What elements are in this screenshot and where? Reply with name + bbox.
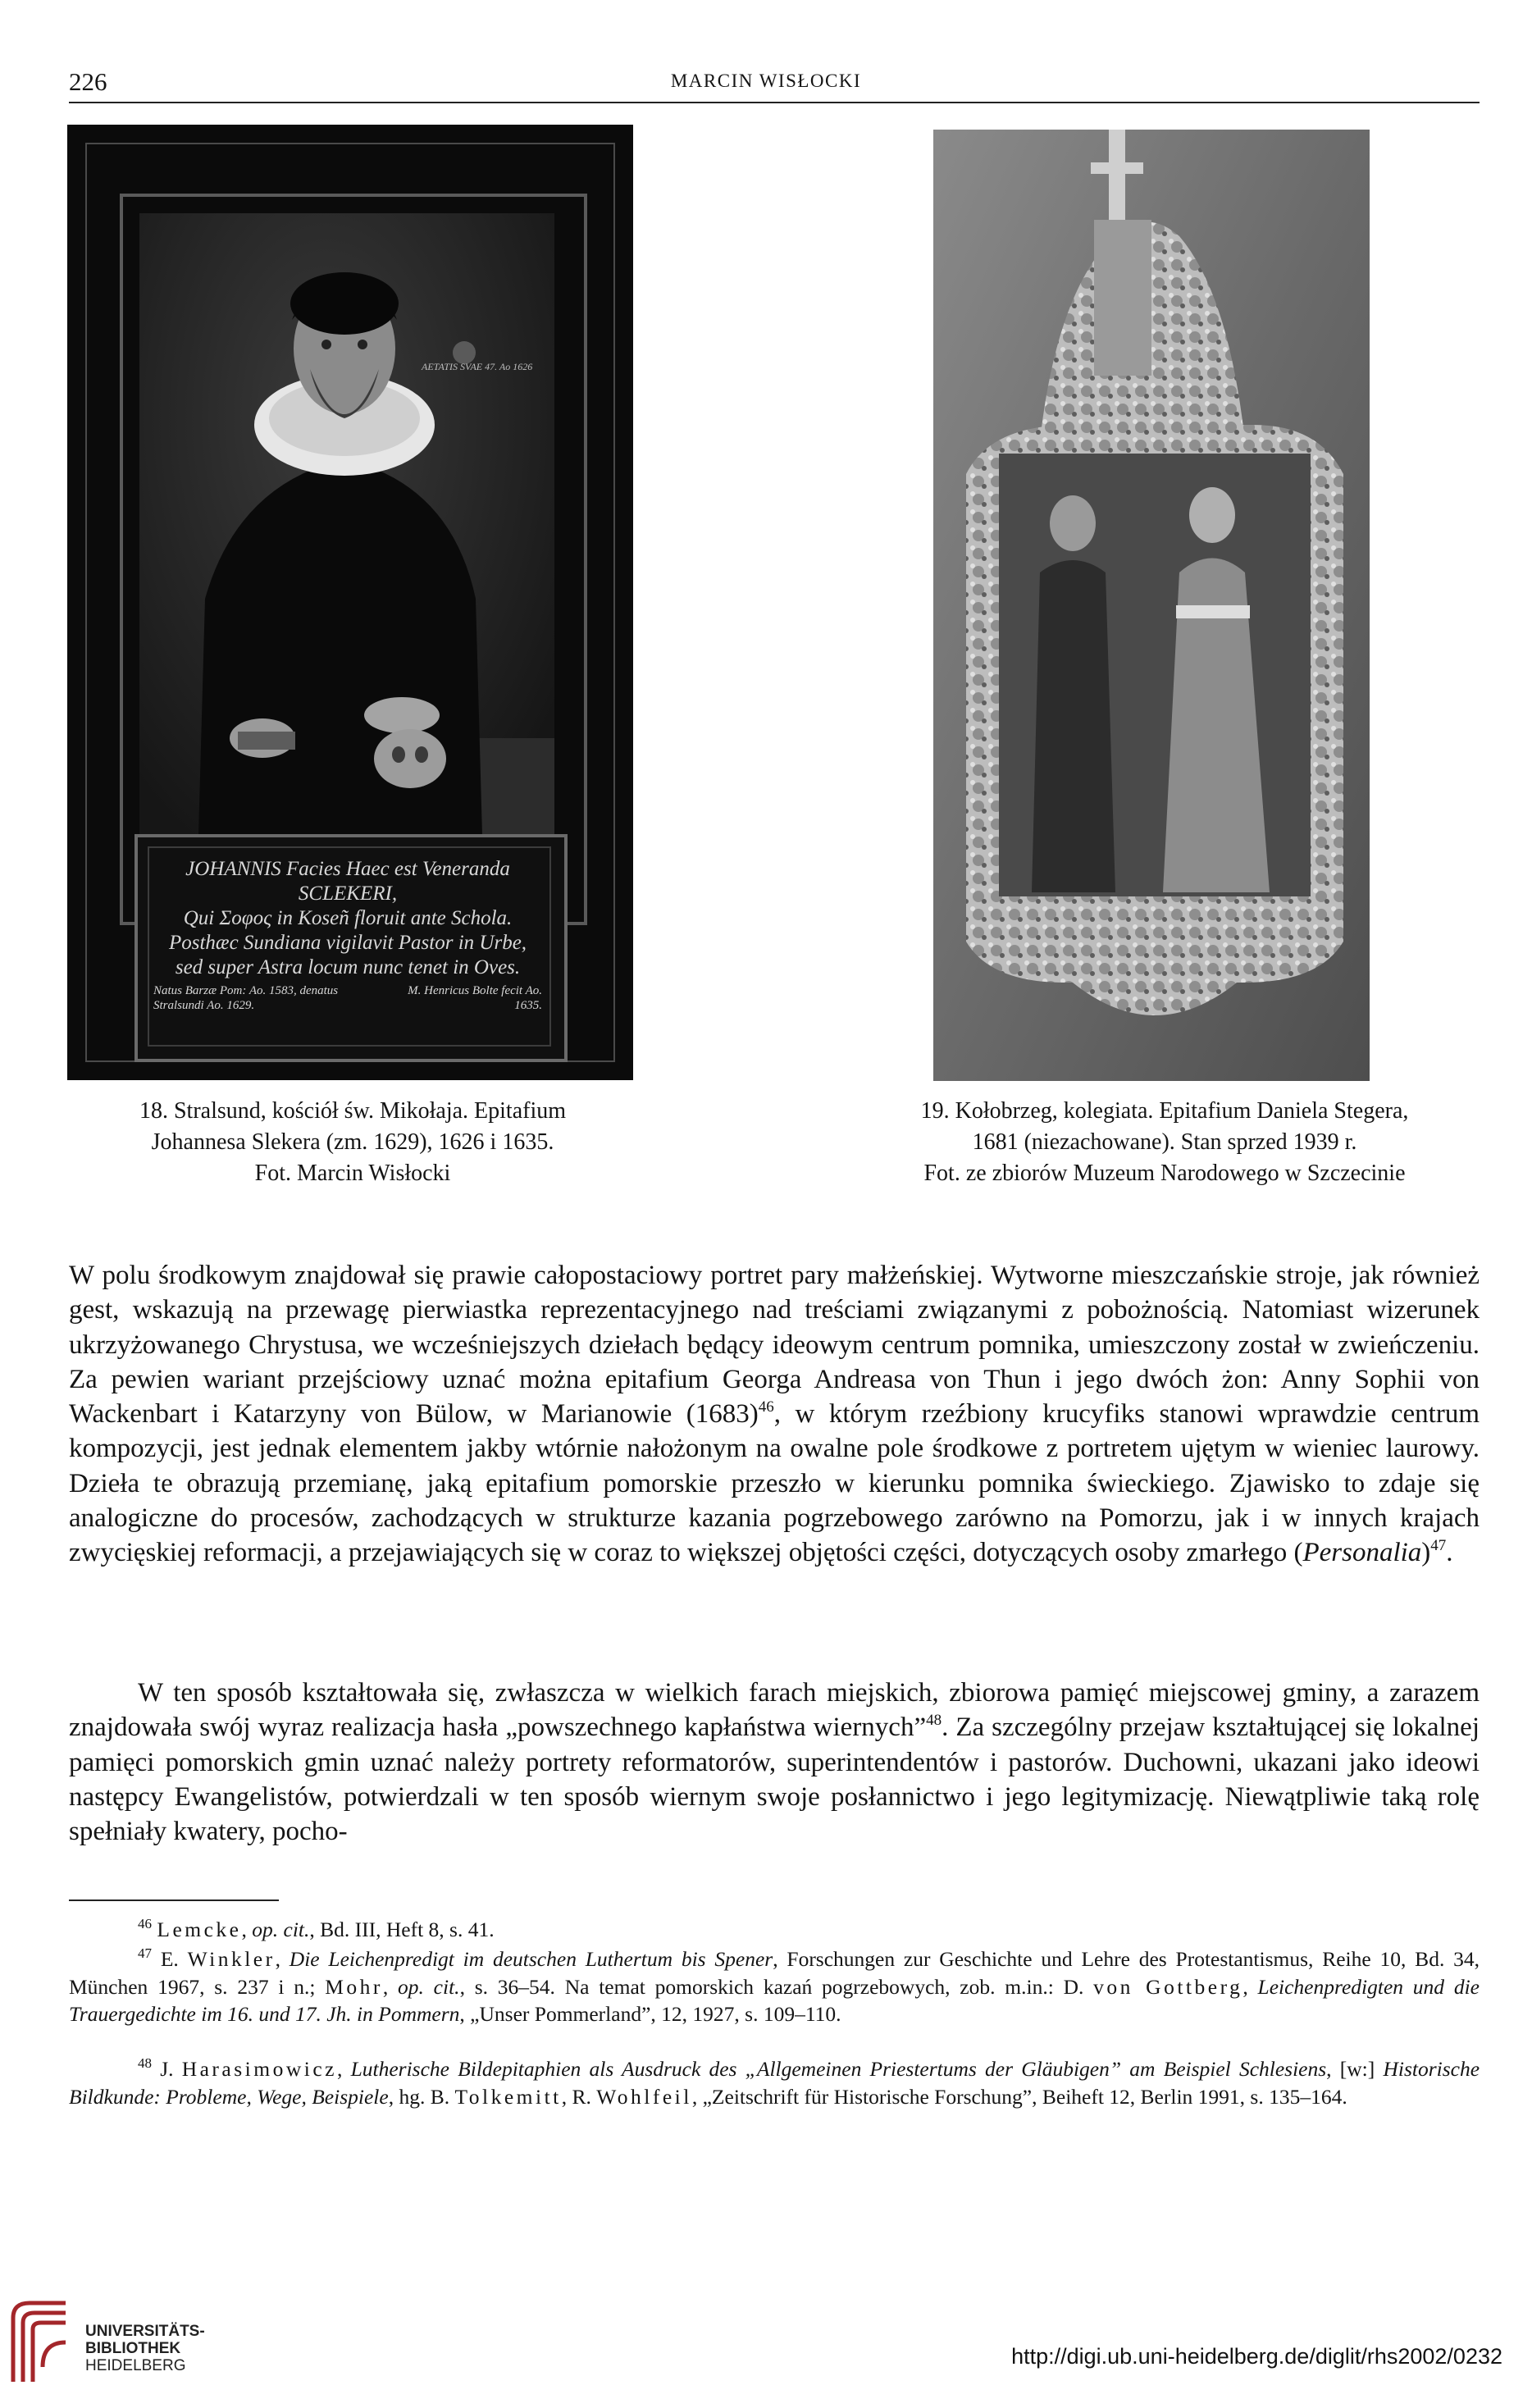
caption-credit: Fot. ze zbiorów Muzeum Narodowego w Szczecinie (923, 1161, 1406, 1186)
plaque-line: Posthæc Sundiana vigilavit Pastor in Urbe, (168, 932, 527, 954)
text-run: ) (1421, 1538, 1431, 1568)
text-run: , „Unser Pommerland”, 12, 1927, s. 109–110. (459, 2002, 841, 2026)
footnote-48 (69, 2055, 1480, 2110)
running-head: MARCIN WISŁOCKI (670, 71, 862, 91)
portrait-canvas (139, 213, 554, 894)
text-run: . Za szczególny przejaw kształtującej się lokalnej pamięci pomorskich gmin uznać należy portrety reformatorów, superintendentów i pastorów. Duchowni, ukazani jako ideowi następcy Ewangelistów, potwierdzali w ten sposób wiernym swoje posłannictwo i jego legitymizację. Niewątpliwie taką rolę spełniały kwatery, pocho- (69, 1713, 1480, 1847)
text-italic: Historische Bildkunde: Probleme, Wege, Beispiele (69, 2057, 1480, 2109)
figure-19-caption (845, 1096, 1484, 1189)
figure-18-caption (49, 1096, 656, 1189)
caption-line: Johannesa Slekera (zm. 1629), 1626 i 1635. (151, 1129, 554, 1155)
text-run: J. (160, 2057, 182, 2081)
page-number: 226 (69, 67, 107, 96)
portrait-figure (139, 213, 554, 894)
text-run: , (336, 2057, 351, 2081)
portrait-inscription: AETATIS SVAE 47. Ao 1626 (422, 361, 533, 372)
plaque-inscription (153, 857, 542, 1013)
text-italic: op. cit. (398, 1974, 460, 1999)
figure-18-photo (67, 125, 633, 1080)
library-logo-icon[interactable] (5, 2293, 74, 2383)
caption-credit: Fot. Marcin Wisłocki (254, 1161, 451, 1186)
text-run: , [w:] (1326, 2057, 1384, 2081)
text-run: , (275, 1947, 290, 1971)
header-rule (69, 102, 1480, 103)
plaque-small-right: M. Henricus Bolte fecit Ao. 1635. (408, 984, 542, 1012)
footnote-47 (69, 1945, 1480, 2028)
text-italic: Personalia (1302, 1538, 1422, 1568)
text-run: , w którym rzeźbiony krucyfiks stanowi wprawdzie centrum kompozycji, jest jednak elementem jakby wtórnie nałożonym na owalne pole środkowe z portretem ujętym w wieniec laurowy. Dzieła te obrazują przemianę, jaką epitafium pomorskie przeszło w kierunku pomnika świeckiego. Zjawisko to zdaje się analogiczne do procesów, zachodzących w strukturze kazania pogrzebowego zarówno na Pomorzu, jak i w innych krajach zwycięskiej reformacji, a przejawiających się w coraz to większej objętości części, dotyczących osoby zmarłego ( (69, 1399, 1480, 1568)
footnote-author: Harasimowicz (181, 2057, 337, 2081)
footnote-author: Mohr (325, 1974, 383, 1999)
footnote-author: Wohlfeil (596, 2084, 692, 2109)
carved-epitaph (933, 130, 1370, 1081)
library-name-line: BIBLIOTHEK (85, 2340, 181, 2357)
footnote-ref[interactable]: 48 (926, 1712, 942, 1730)
caption-line: 1681 (niezachowane). Stan sprzed 1939 r. (972, 1129, 1357, 1155)
plaque-line: Qui Σοφος in Koseñ floruit ante Schola. (183, 907, 513, 929)
text-run: , hg. B. (388, 2084, 455, 2109)
source-url-link[interactable]: http://digi.ub.uni-heidelberg.de/diglit/rhs2002/0232 (1011, 2344, 1502, 2369)
body-paragraph (69, 1676, 1480, 1849)
text-run: , (1242, 1974, 1258, 1999)
body-paragraph (69, 1258, 1480, 1571)
text-run: E. (160, 1947, 188, 1971)
text-run: , Bd. III, Heft 8, s. 41. (309, 1918, 495, 1941)
caption-line: 19. Kołobrzeg, kolegiata. Epitafium Daniela Stegera, (920, 1098, 1409, 1124)
library-name-line: UNIVERSITÄTS- (85, 2323, 205, 2340)
text-run: , (241, 1918, 253, 1941)
footnote-number: 48 (138, 2055, 152, 2071)
text-run: , „Zeitschrift für Historische Forschung”, Beiheft 12, Berlin 1991, s. 135–164. (691, 2084, 1347, 2109)
text-run: , R. (561, 2084, 597, 2109)
footnote-number: 47 (138, 1945, 152, 1961)
plaque-line: sed super Astra locum nunc tenet in Oves. (175, 956, 521, 978)
figure-19-photo (933, 130, 1370, 1081)
caption-line: 18. Stralsund, kościół św. Mikołaja. Epitafium (139, 1098, 567, 1124)
text-run: W polu środkowym znajdował się prawie całopostaciowy portret pary małżeńskiej. Wytworne mieszczańskie stroje, jak również gest, wskazują na przewagę pierwiastka reprezentacyjnego nad treściami związanymi z pobożnością. Natomiast wizerunek ukrzyżowanego Chrystusa, we wcześniejszych dziełach będący ideowym centrum pomnika, umieszczony został w zwieńczeniu. Za pewien wariant przejściowy uznać można epitafium Georga Andreasa von Thun i jego dwóch żon: Anny Sophii von Wackenbart i Katarzyny von Bülow, w Marianowie (1683) (69, 1261, 1480, 1430)
plaque-small-left: Natus Barzæ Pom: Ao. 1583, denatus Stralsundi Ao. 1629. (153, 984, 339, 1012)
footnote-ref[interactable]: 47 (1430, 1537, 1447, 1555)
footnote-author: von Gottberg (1093, 1974, 1243, 1999)
text-italic: op. cit. (252, 1918, 310, 1941)
text-run: W ten sposób kształtowała się, zwłaszcza w wielkich farach miejskich, zbiorowa pamięć miejscowej gminy, a zarazem znajdowała swój wyraz realizacja hasła „powszechnego kapłaństwa wiernych” (69, 1678, 1480, 1743)
text-run: , s. 36–54. Na temat pomorskich kazań pogrzebowych, zob. m.in.: D. (459, 1974, 1094, 1999)
plaque-small-row (153, 983, 542, 1013)
footnote-ref[interactable]: 46 (758, 1398, 774, 1416)
footnote-number: 46 (138, 1916, 152, 1931)
text-run: , Forschungen zur Geschichte und Lehre des Protestantismus, Reihe 10, Bd. 34, München 1967, s. 237 i n.; (69, 1947, 1480, 1999)
footnote-rule (69, 1899, 279, 1901)
text-italic: Lutherische Bildepitaphien als Ausdruck des „Allgemeinen Priestertums der Gläubigen” am Beispiel Schlesiens (350, 2057, 1327, 2081)
text-run: . (1446, 1538, 1453, 1568)
footnote-author: Lemcke (157, 1918, 242, 1941)
plaque-line: JOHANNIS Facies Haec est Veneranda SCLEKERI, (185, 858, 510, 905)
text-italic: Die Leichenpredigt im deutschen Luthertum bis Spener (289, 1947, 773, 1971)
footnote-author: Tolkemitt (454, 2084, 562, 2109)
library-name-line: HEIDELBERG (85, 2357, 186, 2374)
footnote-author: Winkler (187, 1947, 276, 1971)
footnote-46 (69, 1916, 1480, 1944)
text-run: , (382, 1974, 399, 1999)
library-name (85, 2323, 205, 2374)
library-logo-mark (5, 2293, 74, 2383)
text-italic: Leichenpredigten und die Trauergedichte im 16. und 17. Jh. in Pommern (69, 1974, 1480, 2026)
